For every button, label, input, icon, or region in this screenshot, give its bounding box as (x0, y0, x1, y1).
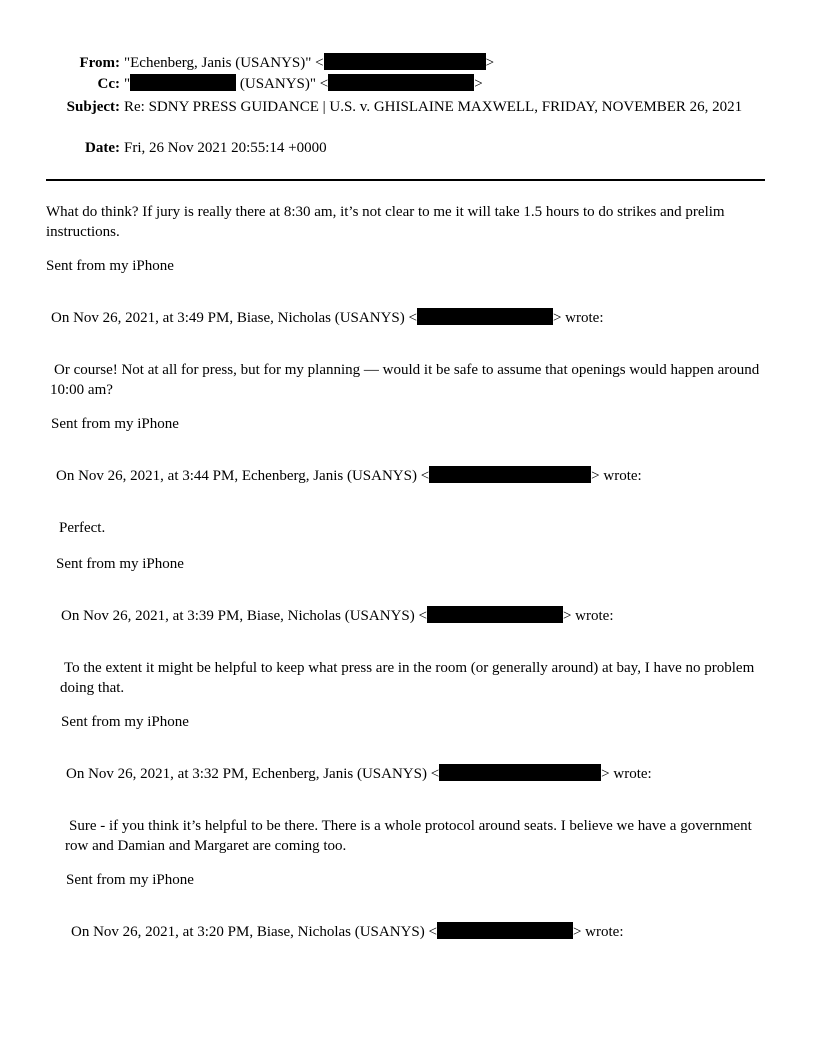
message-body: Or course! Not at all for press, but for my planning — would it be safe to assume that openings would happen around 10:00 am? (50, 362, 760, 398)
message-body: Sure - if you think it’s helpful to be there. There is a whole protocol around seats. I believe we have a government row and Damian and Margaret are coming too. (65, 818, 752, 854)
date-value: Fri, 26 Nov 2021 20:55:14 +0000 (124, 140, 327, 156)
quote-header (71, 922, 623, 942)
quote-header-text: On Nov 26, 2021, at 3:39 PM, Biase, Nicholas (USANYS) < (61, 608, 427, 624)
redaction-block (437, 922, 573, 939)
subject-label: Subject: (66, 99, 120, 115)
quote-header-wrote: > wrote: (552, 310, 604, 326)
quote-header-wrote: > wrote: (591, 468, 642, 484)
cc-name: (USANYS)" < (236, 76, 329, 92)
quote-header-wrote: > wrote: (572, 924, 624, 940)
quote-header-wrote: > wrote: (601, 766, 652, 782)
from-value (124, 53, 494, 73)
quote-header-text: On Nov 26, 2021, at 3:20 PM, Biase, Nicholas (USANYS) < (71, 924, 437, 940)
cc-label: Cc: (97, 76, 120, 92)
cc-open: " (124, 76, 131, 92)
message-body: Perfect. (59, 520, 106, 536)
date-row (46, 138, 327, 158)
message-signature: Sent from my iPhone (56, 556, 184, 572)
from-label: From: (79, 55, 120, 71)
redaction-block (427, 606, 563, 623)
message-body: What do think? If jury is really there at 8:30 am, it’s not clear to me it will take 1.5 hours to do strikes and prelim instructions. (46, 204, 725, 240)
cc-close: > (474, 76, 483, 92)
message-signature: Sent from my iPhone (66, 872, 194, 888)
subject-value: Re: SDNY PRESS GUIDANCE | U.S. v. GHISLAINE MAXWELL, FRIDAY, NOVEMBER 26, 2021 (124, 99, 743, 115)
redaction-block (324, 53, 486, 70)
message-body: To the extent it might be helpful to keep what press are in the room (or generally around) at bay, I have no problem doing that. (60, 660, 755, 696)
redaction-block (328, 74, 474, 91)
from-close: > (485, 55, 495, 71)
quote-header-text: On Nov 26, 2021, at 3:32 PM, Echenberg, Janis (USANYS) < (66, 766, 440, 782)
quote-header (66, 764, 652, 784)
redaction-block (439, 764, 601, 781)
header-divider (46, 179, 765, 181)
quote-header (51, 308, 603, 328)
quote-header (61, 606, 613, 626)
message-signature: Sent from my iPhone (61, 714, 189, 730)
redaction-block (130, 74, 236, 91)
redaction-block (429, 466, 591, 483)
from-name: "Echenberg, Janis (USANYS)" < (124, 55, 324, 71)
redaction-block (417, 308, 553, 325)
cc-value (124, 74, 483, 94)
from-row (46, 53, 494, 73)
subject-row (46, 97, 764, 117)
message-signature: Sent from my iPhone (51, 416, 179, 432)
quote-header-text: On Nov 26, 2021, at 3:49 PM, Biase, Nicholas (USANYS) < (51, 310, 417, 326)
date-label: Date: (85, 140, 120, 156)
cc-row (46, 74, 483, 94)
quote-header-text: On Nov 26, 2021, at 3:44 PM, Echenberg, Janis (USANYS) < (56, 468, 430, 484)
message-signature: Sent from my iPhone (46, 258, 174, 274)
quote-header (56, 466, 642, 486)
quote-header-wrote: > wrote: (562, 608, 614, 624)
